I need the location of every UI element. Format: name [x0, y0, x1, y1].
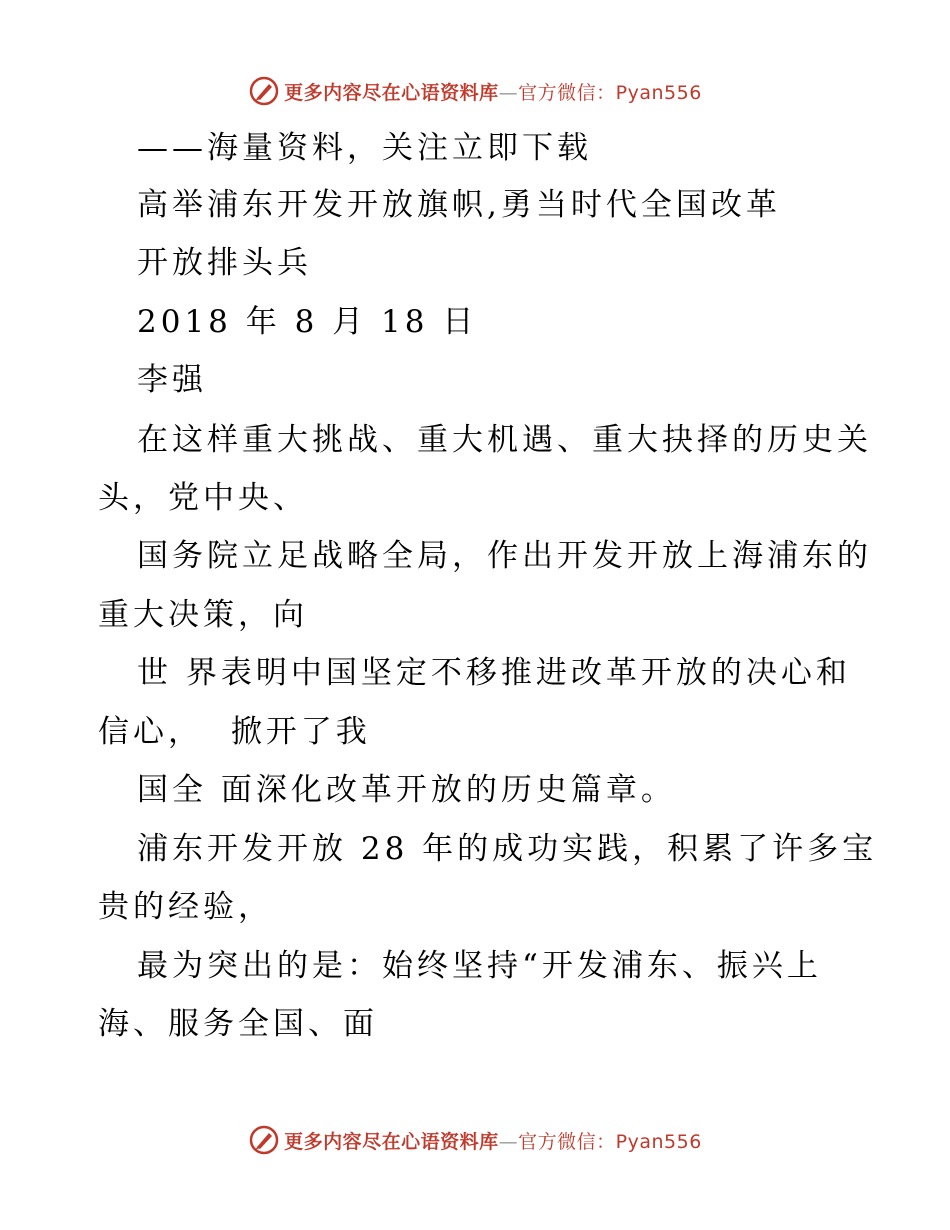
pen-logo-icon	[248, 1124, 280, 1156]
watermark-dash: —	[498, 81, 519, 104]
text-line: 最为突出的是：始终坚持“开发浦东、振兴上	[137, 948, 822, 984]
document-date: 2018 年 8 月 18 日	[137, 304, 478, 340]
watermark-title: 更多内容尽在心语资料库	[284, 1130, 499, 1153]
footer-watermark	[0, 1120, 950, 1160]
document-author: 李强	[137, 362, 207, 398]
watermark-wechat: 官方微信：Pyan556	[518, 81, 702, 104]
pen-logo-icon	[248, 75, 280, 107]
watermark-title: 更多内容尽在心语资料库	[284, 81, 499, 104]
document-title-line: 开放排头兵	[137, 245, 312, 281]
header-watermark	[0, 71, 950, 111]
text-line: 重大决策，向	[98, 597, 308, 633]
text-line: 信心， 掀开了我	[98, 714, 371, 750]
watermark-wechat: 官方微信：Pyan556	[518, 1130, 702, 1153]
text-line: 贵的经验，	[98, 889, 273, 925]
text-line: ——海量资料，关注立即下载	[137, 130, 592, 166]
text-line: 海、服务全国、面	[98, 1006, 378, 1042]
text-line: 在这样重大挑战、重大机遇、重大抉择的历史关	[137, 422, 872, 458]
text-line: 世 界表明中国坚定不移推进改革开放的决心和	[137, 655, 851, 691]
document-title-line: 高举浦东开发开放旗帜,勇当时代全国改革	[137, 187, 781, 223]
text-line: 头，党中央、	[98, 480, 308, 516]
text-line: 国务院立足战略全局，作出开发开放上海浦东的	[137, 538, 872, 574]
text-line: 浦东开发开放 28 年的成功实践，积累了许多宝	[137, 831, 878, 867]
watermark-dash: —	[498, 1130, 519, 1153]
text-line: 国全 面深化改革开放的历史篇章。	[137, 772, 676, 808]
